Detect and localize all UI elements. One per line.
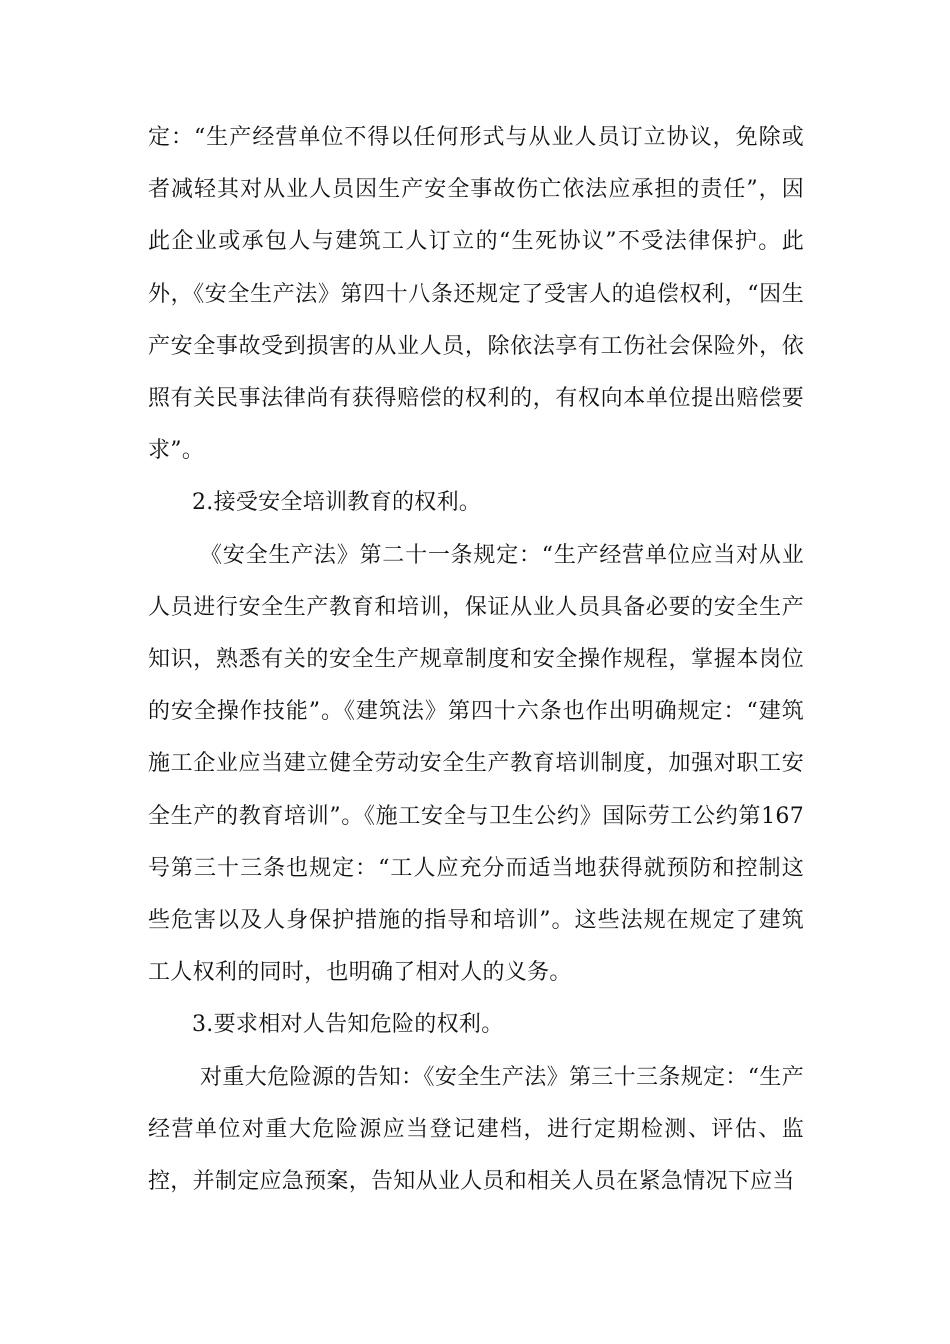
section-heading-danger-notice-rights: 3.要求相对人告知危险的权利。 [192,1012,504,1038]
body-paragraph-training-law: 《安全生产法》第二十一条规定：“生产经营单位应当对从业人员进行安全生产教育和培训，保证从业人员具备必要的安全生产知识，熟悉有关的安全生产规章制度和安全操作规程，掌握本岗位的安全操作技能”。《建筑法》第四十六条也作出明确规定：“建筑施工企业应当建立健全劳动安全生产教育培训制度，加强对职工安全生产的教育培训”。《施工安全与卫生公约》国际劳工公约第167号第三十三条也规定：“工人应充分而适当地获得就预防和控制这些危害以及人身保护措施的指导和培训”。这些法规在规定了建筑工人权利的同时，也明确了相对人的义务。 [148,542,804,986]
body-paragraph-hazard-notice: 对重大危险源的告知：《安全生产法》第三十三条规定：“生产经营单位对重大危险源应当登记建档，进行定期检测、评估、监控，并制定应急预案，告知从业人员和相关人员在紧急情况下应当 [148,1064,804,1195]
body-paragraph-continuation: 定：“生产经营单位不得以任何形式与从业人员订立协议，免除或者减轻其对从业人员因生产安全事故伤亡依法应承担的责任”，因此企业或承包人与建筑工人订立的“生死协议”不受法律保护。此外，《安全生产法》第四十八条还规定了受害人的追偿权利，“因生产安全事故受到损害的从业人员，除依法享有工伤社会保险外，依照有关民事法律尚有获得赔偿的权利的，有权向本单位提出赔偿要求”。 [148,125,804,464]
section-heading-training-rights: 2.接受安全培训教育的权利。 [192,490,482,516]
document-page [148,112,804,1208]
